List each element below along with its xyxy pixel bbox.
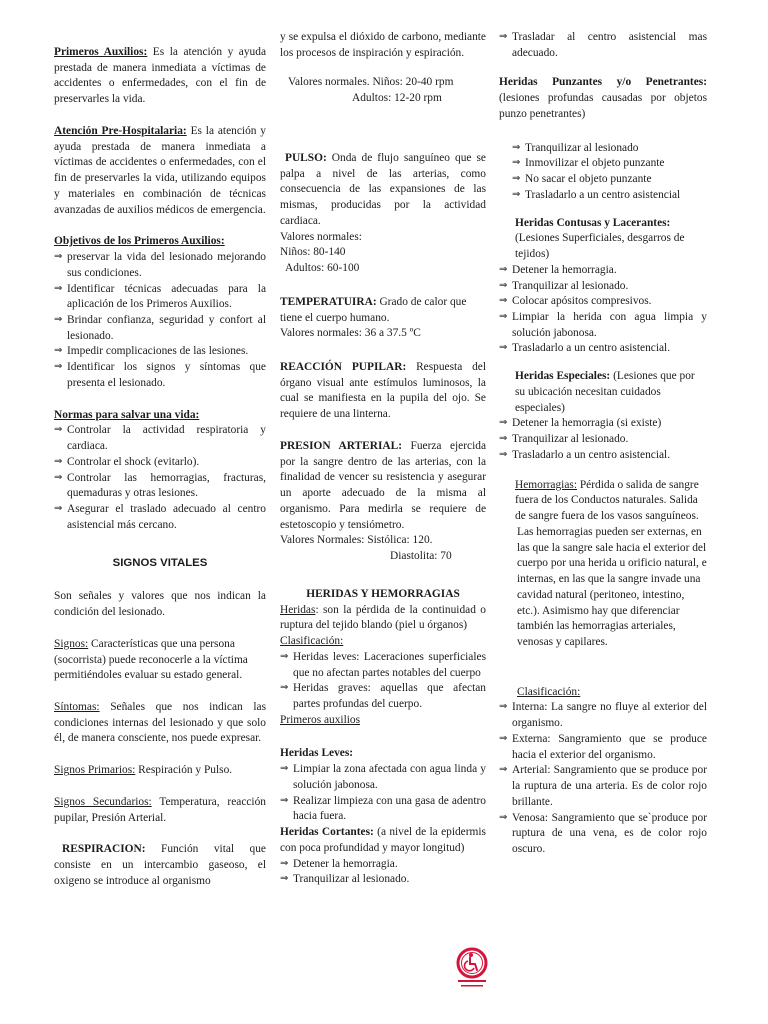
pulso-text: Onda de flujo sanguíneo que se palpa a nivel de las arterias, como consecuencia de las expansiones de las mismas, producidas por la actividad cardiaca. [280, 151, 486, 227]
list-item-text: Tranquilizar al lesionado [525, 141, 639, 154]
column-3 [499, 30, 707, 858]
heridas-leves-list [280, 762, 486, 825]
hemorragias-text: Pérdida o salida de sangre fuera de los Conductos naturales. Salida de sangre fuera de los vasos sanguíneos. [515, 478, 699, 523]
pulso-valores: Valores normales: [280, 230, 362, 243]
arrow-icon: ⇒ [280, 763, 289, 775]
arrow-icon: ⇒ [499, 342, 508, 354]
signos-secundarios-label: Signos Secundarios: [54, 795, 152, 808]
heridas-cortantes-text: (a nivel de la epidermis con poca profundidad y mayor longitud) [280, 826, 486, 854]
list-item-text: Tranquilizar al lesionado. [293, 873, 410, 886]
atencion-text: Es la atención y ayuda prestada de manera inmediata a víctimas de accidentes o enfermedades, con el fin de preservarles la vida, utilizando equipos y materiales en combinación de técnicas avanzadas de auxilios médicos de emergencia. [54, 124, 266, 216]
arrow-icon: ⇒ [280, 650, 289, 662]
objetivos-list [54, 250, 266, 392]
temperatura-paragraph [280, 295, 486, 326]
arrow-icon: ⇒ [499, 811, 508, 823]
list-item [499, 811, 707, 858]
list-item [54, 471, 266, 502]
signos-paragraph [54, 637, 266, 684]
heridas-label: Heridas [280, 603, 316, 616]
sintomas-paragraph [54, 700, 266, 747]
list-item-text: Tranquilizar al lesionado. [512, 433, 629, 446]
presion-diastolica: Diastolita: 70 [390, 550, 452, 563]
list-item [54, 502, 266, 533]
list-item-text: Realizar limpieza con una gasa de adentro hacia fuera. [293, 794, 486, 823]
respiracion-valores-ninos: Valores normales. Niños: 20-40 rpm [288, 76, 454, 89]
list-item-text: Heridas leves: Laceraciones superficiales que no afectan partes notables del cuerpo [293, 650, 486, 679]
signos-primarios-text: Respiración y Pulso. [135, 764, 233, 777]
list-item [499, 310, 707, 341]
primeros-auxilios-paragraph [54, 45, 266, 108]
respiracion-title: RESPIRACION: [62, 843, 146, 856]
arrow-icon: ⇒ [54, 503, 63, 515]
list-item [54, 282, 266, 313]
temperatura-title: TEMPERATUIRA: [280, 295, 377, 308]
list-item [280, 872, 486, 888]
respiracion-text: Función vital que consiste en un intercambio gaseoso, el oxigeno se introduce al organismo [54, 843, 266, 887]
list-item-text: Impedir complicaciones de las lesiones. [67, 345, 249, 358]
list-item [54, 360, 266, 391]
arrow-icon: ⇒ [54, 471, 63, 483]
arrow-icon: ⇒ [499, 417, 508, 429]
punzantes-paragraph [499, 75, 707, 122]
list-item-text: Brindar confianza, seguridad y confort al lesionado. [67, 314, 266, 342]
list-item-text: Interna: La sangre no fluye al exterior del organismo. [512, 701, 707, 730]
list-item-text: Identificar técnicas adecuadas para la aplicación de los Primeros Auxilios. [67, 282, 266, 311]
hemorragias-paragraph [499, 478, 707, 525]
list-item-text: Tranquilizar al lesionado. [512, 279, 629, 292]
heridas-text: : son la pérdida de la continuidad o ruptura del tejido blando (piel u órganos) [280, 603, 486, 632]
especiales-list [499, 416, 707, 463]
contusas-text: (Lesiones Superficiales, desgarros de tejidos) [515, 232, 685, 261]
arrow-icon: ⇒ [499, 448, 508, 460]
trasladar-item [499, 30, 707, 61]
temperatura-valores: Valores normales: 36 a 37.5 ºC [280, 327, 421, 340]
arrow-icon: ⇒ [499, 279, 508, 291]
objetivos-title: Objetivos de los Primeros Auxilios: [54, 235, 225, 248]
signos-vitales-text: Son señales y valores que nos indican la condición del lesionado. [54, 590, 266, 619]
presion-arterial-title: PRESION ARTERIAL: [280, 439, 403, 452]
clasificacion-label: Clasificación: [280, 635, 344, 648]
list-item-text: Externa: Sangramiento que se produce hacia el exterior del organismo. [512, 732, 707, 761]
arrow-icon: ⇒ [54, 424, 63, 436]
list-item-text: Trasladar al centro asistencial mas adecuado. [512, 31, 707, 59]
punzantes-list [499, 141, 707, 204]
list-item [499, 156, 707, 172]
list-item-text: Identificar los signos y síntomas que presenta el lesionado. [67, 361, 266, 389]
arrow-icon: ⇒ [280, 794, 289, 806]
presion-sistolica: Valores Normales: Sistólica: 120. [280, 534, 433, 547]
respiracion-paragraph [54, 842, 266, 889]
clasificacion-list [280, 650, 486, 713]
sintomas-label: Síntomas: [54, 700, 100, 713]
arrow-icon: ⇒ [280, 682, 289, 694]
arrow-icon: ⇒ [512, 157, 521, 169]
list-item [280, 650, 486, 681]
atencion-paragraph [54, 124, 266, 218]
pulso-ninos: Niños: 80-140 [280, 246, 346, 259]
sintomas-text: Señales que nos indican las condiciones internas del lesionado y que solo él, de manera consciente, nos puede expresar. [54, 700, 266, 745]
list-item [54, 455, 266, 471]
list-item-text: Detener la hemorragia. [293, 857, 398, 870]
signos-text: Características que una persona (socorrista) puede reconocerle a la víctima permitiéndoles evaluar su estado general. [54, 637, 248, 682]
arrow-icon: ⇒ [499, 295, 508, 307]
list-item-text: Limpiar la herida con agua limpia y solución jabonosa. [512, 311, 707, 339]
list-item-text: Arterial: Sangramiento que se produce por la ruptura de una arteria. Es de color rojo brillante. [512, 764, 707, 808]
list-item [280, 857, 486, 873]
list-item-text: Controlar las hemorragias, fracturas, quemaduras y otras lesiones. [67, 471, 266, 500]
arrow-icon: ⇒ [280, 873, 289, 885]
signos-primarios-label: Signos Primarios: [54, 764, 136, 777]
arrow-icon: ⇒ [54, 314, 63, 326]
presion-arterial-paragraph [280, 439, 486, 533]
arrow-icon: ⇒ [499, 433, 508, 445]
arrow-icon: ⇒ [499, 31, 508, 42]
hemorragias-tipos-text: Las hemorragias pueden ser externas, en las que la sangre sale hacia el exterior del cuerpo por una herida u orificio natural, e internas, en las que la sangre invade una cavidad natural (peritoneo, intestino, etc.). Asimismo hay que diferenciar también las hemorragias arteriales, venosas y capilares. [517, 525, 707, 648]
arrow-icon: ⇒ [499, 732, 508, 744]
list-item [499, 172, 707, 188]
arrow-icon: ⇒ [54, 345, 63, 357]
list-item [499, 432, 707, 448]
arrow-icon: ⇒ [512, 173, 521, 185]
clasificacion-hemorragias-list [499, 700, 707, 857]
list-item-text: Inmovilizar el objeto punzante [525, 157, 665, 170]
arrow-icon: ⇒ [499, 263, 508, 275]
list-item [499, 732, 707, 763]
pulso-title: PULSO: [285, 151, 327, 164]
column-2 [280, 30, 486, 888]
list-item-text: Trasladarlo a un centro asistencial. [512, 342, 671, 355]
list-item [499, 294, 707, 310]
hemorragias-label: Hemorragias: [515, 478, 577, 491]
especiales-paragraph [499, 369, 707, 416]
column-1 [54, 45, 266, 890]
arrow-icon: ⇒ [280, 857, 289, 869]
signos-label: Signos: [54, 637, 89, 650]
list-item-text: preservar la vida del lesionado mejorando sus condiciones. [67, 251, 266, 279]
respiracion-valores-adultos: Adultos: 12-20 rpm [352, 92, 442, 105]
signos-primarios-paragraph [54, 763, 266, 779]
list-item-text: Detener la hemorragia (si existe) [512, 417, 662, 430]
punzantes-title: Heridas Punzantes y/o Penetrantes: [499, 76, 707, 89]
list-item-text: Asegurar el traslado adecuado al centro asistencial más cercano. [67, 503, 266, 531]
arrow-icon: ⇒ [499, 311, 508, 323]
list-item-text: Venosa: Sangramiento que se`produce por ruptura de una vena, es de color rojo oscuro. [512, 811, 707, 856]
heridas-paragraph [280, 603, 486, 634]
primeros-auxilios-text: Es la atención y ayuda prestada de manera inmediata a víctimas de accidentes o enfermedades, con el fin de preservarles la vida. [54, 46, 267, 106]
list-item [499, 279, 707, 295]
primeros-auxilios-label: Primeros auxilios [280, 713, 361, 726]
list-item [499, 448, 707, 464]
list-item-text: No sacar el objeto punzante [525, 173, 652, 186]
list-item [54, 250, 266, 281]
list-item-text: Controlar el shock (evitarlo). [67, 455, 200, 468]
clasificacion-label: Clasificación: [517, 685, 581, 698]
emergency-logo-icon [455, 946, 489, 996]
contusas-list [499, 263, 707, 357]
list-item-text: Trasladarlo a un centro asistencial [525, 188, 681, 201]
list-item [280, 681, 486, 712]
arrow-icon: ⇒ [499, 701, 508, 713]
contusas-title: Heridas Contusas y Lacerantes: [515, 216, 671, 229]
list-item [499, 263, 707, 279]
arrow-icon: ⇒ [499, 764, 508, 776]
signos-secundarios-paragraph [54, 795, 266, 826]
heridas-cortantes-title: Heridas Cortantes: [280, 826, 374, 839]
list-item-text: Controlar la actividad respiratoria y cardiaca. [67, 424, 266, 453]
arrow-icon: ⇒ [512, 188, 521, 200]
primeros-auxilios-title: Primeros Auxilios: [54, 46, 148, 58]
normas-title: Normas para salvar una vida: [54, 408, 200, 421]
contusas-paragraph [499, 216, 707, 263]
list-item-text: Detener la hemorragia. [512, 263, 617, 276]
punzantes-text: (lesiones profundas causadas por objetos punzo penetrantes) [499, 92, 707, 120]
list-item [280, 762, 486, 793]
respiracion-continued: y se expulsa el dióxido de carbono, mediante los procesos de inspiración y espiración. [280, 31, 486, 59]
heridas-hemorragias-title: HERIDAS Y HEMORRAGIAS [306, 587, 460, 600]
list-item [499, 188, 707, 204]
list-item [499, 141, 707, 157]
reaccion-pupilar-paragraph [280, 360, 486, 423]
normas-list [54, 423, 266, 533]
list-item [499, 763, 707, 810]
list-item [499, 416, 707, 432]
list-item-text: Limpiar la zona afectada con agua linda y solución jabonosa. [293, 763, 486, 791]
heridas-cortantes-list [280, 857, 486, 888]
list-item [54, 423, 266, 454]
list-item [280, 794, 486, 825]
list-item [54, 344, 266, 360]
list-item [499, 341, 707, 357]
arrow-icon: ⇒ [54, 455, 63, 467]
list-item-text: Heridas graves: aquellas que afectan partes profundas del cuerpo. [293, 682, 486, 710]
signos-vitales-title: SIGNOS VITALES [112, 556, 208, 569]
arrow-icon: ⇒ [54, 361, 63, 373]
list-item [54, 313, 266, 344]
list-item-text: Colocar apósitos compresivos. [512, 295, 652, 308]
reaccion-pupilar-text: Respuesta del órgano visual ante estímulos luminosos, la cual se manifiesta en la pupila del ojo. Se requiere de una linterna. [280, 361, 486, 421]
arrow-icon: ⇒ [54, 282, 63, 294]
pulso-paragraph [280, 151, 486, 230]
heridas-cortantes-paragraph [280, 825, 486, 856]
especiales-text: (Lesiones que por su ubicación necesitan cuidados especiales) [515, 370, 695, 414]
especiales-title: Heridas Especiales: [515, 370, 611, 383]
list-item-text: Trasladarlo a un centro asistencial. [512, 448, 671, 461]
list-item [499, 700, 707, 731]
pulso-adultos: Adultos: 60-100 [285, 262, 360, 275]
heridas-leves-title: Heridas Leves: [280, 747, 354, 760]
presion-arterial-text: Fuerza ejercida por la sangre dentro de las arterias, con la finalidad de vencer su resistencia y asegurar un aporte adecuado de la misma al organismo. Para medirla se requiere de estetoscopio y tensiómetro. [280, 439, 487, 531]
signos-secundarios-text: Temperatura, reacción pupilar, Presión Arterial. [54, 795, 266, 824]
arrow-icon: ⇒ [512, 141, 521, 153]
reaccion-pupilar-title: REACCIÓN PUPILAR: [280, 361, 407, 374]
temperatura-text: Grado de calor que tiene el cuerpo humano. [280, 295, 467, 324]
atencion-title: Atención Pre-Hospitalaria: [54, 124, 187, 137]
arrow-icon: ⇒ [54, 251, 63, 263]
